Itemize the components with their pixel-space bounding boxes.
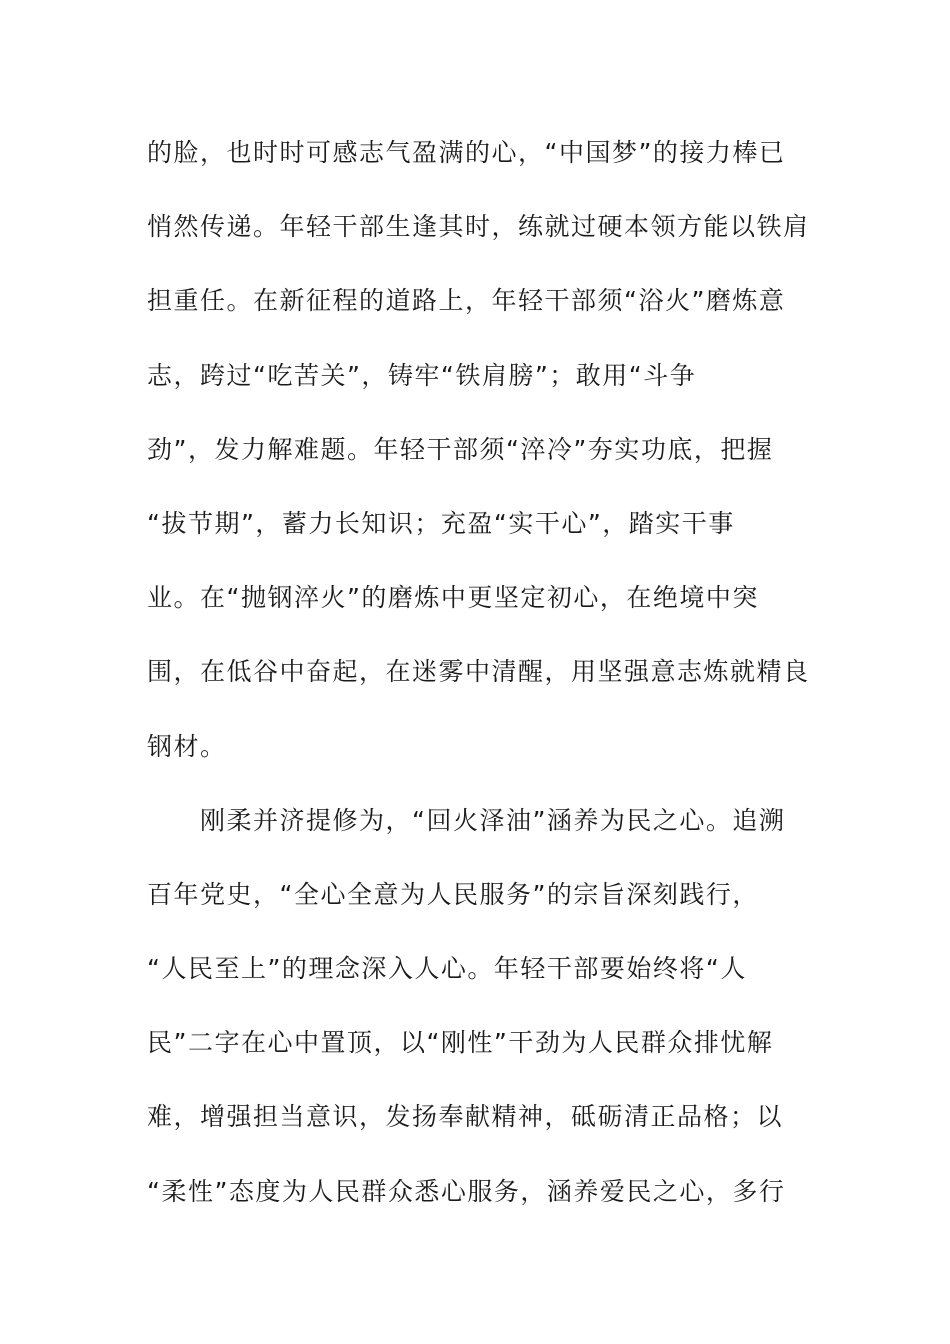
text-line: “拔节期”，蓄力长知识；充盈“实干心”，踏实干事 (147, 508, 735, 538)
text-line: 担重任。在新征程的道路上，年轻干部须“浴火”磨炼意 (147, 286, 786, 316)
text-line: 围，在低谷中奋起，在迷雾中清醒，用坚强意志炼就精良 (147, 657, 810, 687)
text-line: 业。在“抛钢淬火”的磨炼中更坚定初心，在绝境中突 (147, 583, 759, 613)
text-line: 的脸，也时时可感志气盈满的心，“中国梦”的接力棒已 (147, 138, 786, 167)
text-line: 志，跨过“吃苦关”，铸牢“铁肩膀”；敢用“斗争 (147, 360, 697, 390)
text-line: 劲”，发力解难题。年轻干部须“淬冷”夯实功底，把握 (147, 434, 774, 464)
text-line: 悄然传递。年轻干部生逢其时，练就过硬本领方能以铁肩 (147, 212, 810, 242)
text-line: 刚柔并济提修为，“回火泽油”涵养为民之心。追溯 (147, 805, 786, 835)
text-line: 百年党史，“全心全意为人民服务”的宗旨深刻践行， (147, 879, 759, 909)
text-line: “柔性”态度为人民群众悉心服务，涵养爱民之心，多行 (147, 1176, 786, 1206)
text-line: 难，增强担当意识，发扬奉献精神，砥砺清正品格；以 (147, 1102, 784, 1132)
text-line: “人民至上”的理念深入人心。年轻干部要始终将“人 (147, 954, 747, 984)
body-text (147, 128, 810, 1241)
text-line: 民”二字在心中置顶，以“刚性”干劲为人民群众排忧解 (147, 1028, 774, 1058)
text-line: 钢材。 (147, 731, 227, 761)
